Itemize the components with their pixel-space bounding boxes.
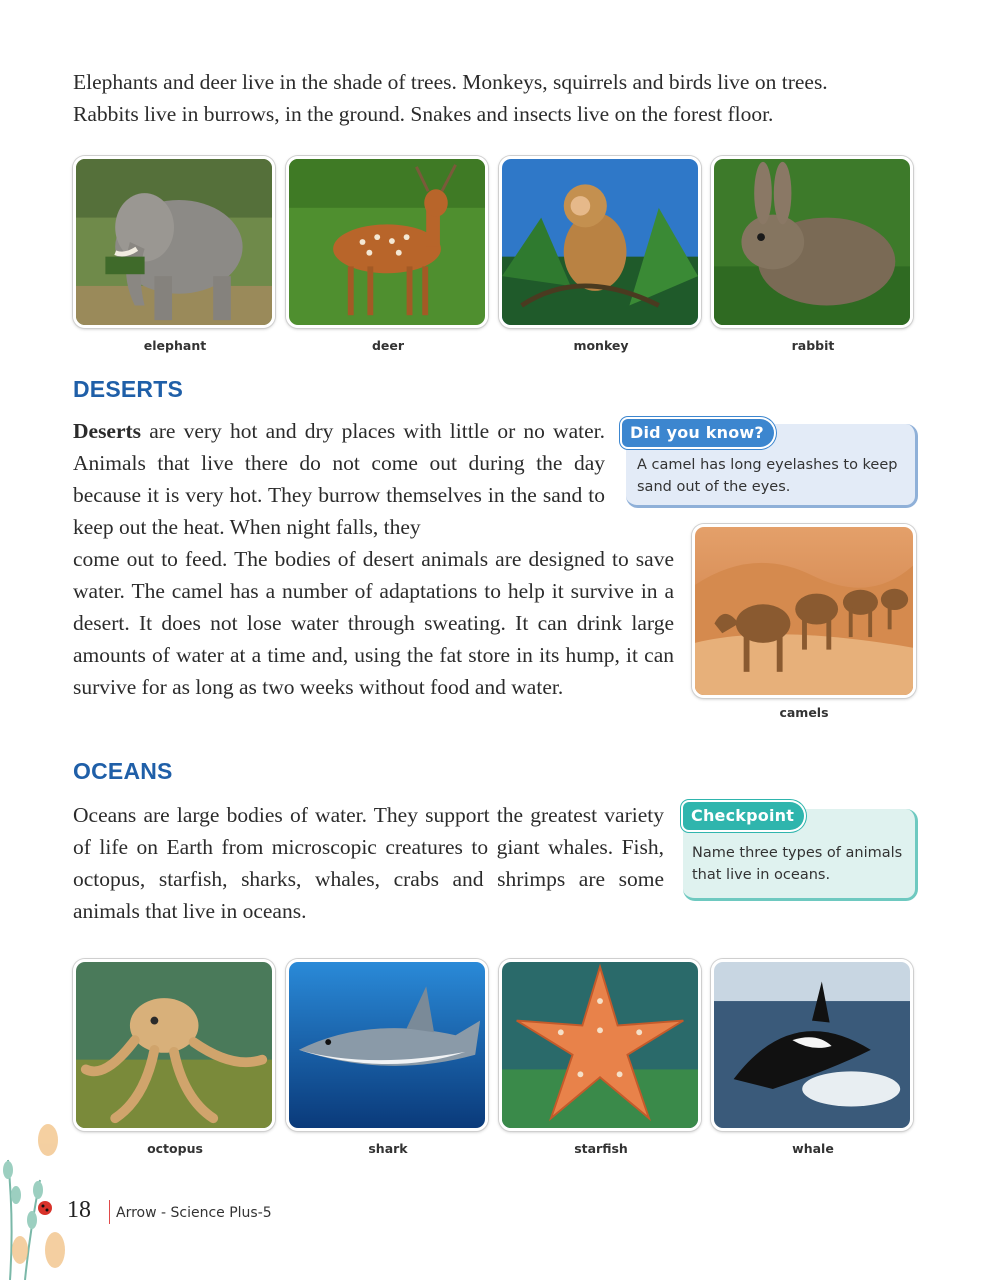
caption-whale: whale: [792, 1141, 834, 1156]
checkpoint-text: Name three types of animals that live in oceans.: [692, 845, 903, 883]
checkpoint-tag: Checkpoint: [683, 802, 804, 830]
deserts-paragraph-a: [73, 415, 605, 543]
monkey-photo: [499, 156, 701, 328]
deserts-paragraph-b: come out to feed. The bodies of desert animals are designed to save water. The camel has a number of adaptations to help it survive in a desert. It does not lose water through sweating. It can drink large amounts of water at a time and, using the fat store in its hump, it can survive for as long as two weeks without food and water.: [73, 547, 674, 699]
deserts-bold-term: Deserts: [73, 419, 142, 443]
caption-starfish: starfish: [574, 1141, 628, 1156]
page-number: 18: [67, 1197, 91, 1223]
caption-octopus: octopus: [147, 1141, 203, 1156]
oceans-heading: OCEANS: [73, 758, 173, 784]
caption-elephant: elephant: [143, 338, 207, 353]
intro-line-2: Rabbits live in burrows, in the ground. Snakes and insects live on the forest floor.: [73, 102, 774, 126]
did-you-know-tag: Did you know?: [622, 419, 774, 447]
starfish-photo: [499, 959, 701, 1131]
caption-deer: deer: [371, 338, 405, 353]
rabbit-photo: [711, 156, 913, 328]
caption-monkey: monkey: [573, 338, 629, 353]
deer-photo: [286, 156, 488, 328]
caption-camels: camels: [779, 705, 829, 720]
footer-separator: [109, 1200, 110, 1224]
deserts-heading: DESERTS: [73, 376, 184, 402]
caption-shark: shark: [368, 1141, 408, 1156]
did-you-know-text: A camel has long eyelashes to keep sand out of the eyes.: [637, 457, 898, 495]
caption-rabbit: rabbit: [791, 338, 835, 353]
whale-photo: [711, 959, 913, 1131]
shark-photo: [286, 959, 488, 1131]
elephant-photo: [73, 156, 275, 328]
deserts-text-a: are very hot and dry places with little or no water. Animals that live there do not come out during the day because it is very hot. They burrow themselves in the sand to keep out the heat. When night falls, they: [73, 419, 605, 539]
intro-paragraph: [73, 66, 923, 130]
intro-line-1: Elephants and deer live in the shade of trees. Monkeys, squirrels and birds live on trees.: [73, 70, 828, 94]
oceans-paragraph: Oceans are large bodies of water. They support the greatest variety of life on Earth from microscopic creatures to giant whales. Fish, octopus, starfish, sharks, whales, crabs and shrimps are some animals that live in oceans.: [73, 803, 664, 923]
octopus-photo: [73, 959, 275, 1131]
floral-corner-decoration: [0, 1100, 70, 1280]
camels-photo: [692, 524, 916, 698]
book-title: Arrow - Science Plus-5: [116, 1205, 272, 1221]
